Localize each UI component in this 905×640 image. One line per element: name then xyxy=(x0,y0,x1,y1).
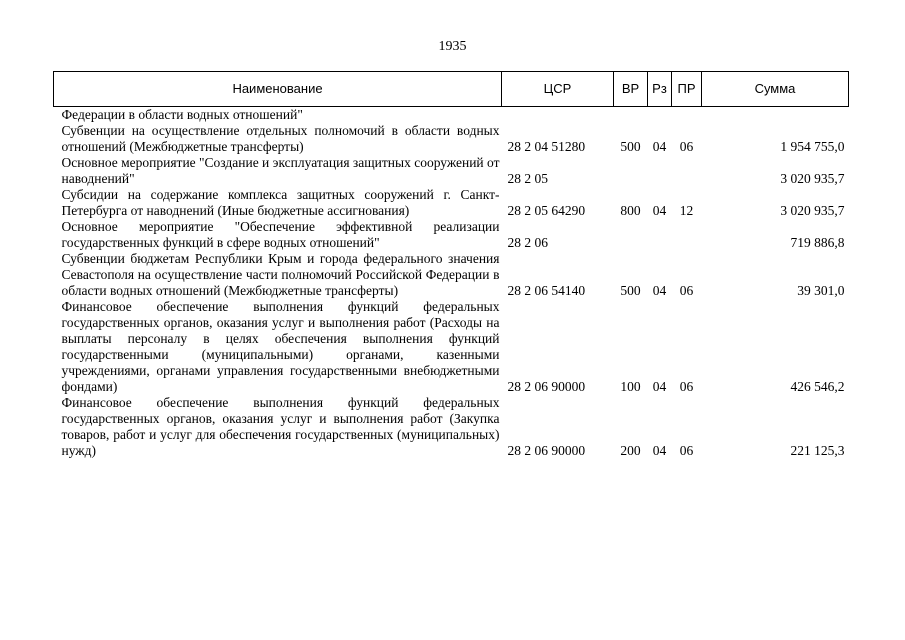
row-csr: 28 2 04 51280 xyxy=(507,139,586,154)
row-rz: 04 xyxy=(652,443,667,458)
table-row xyxy=(54,155,849,187)
row-name: Субвенции бюджетам Республики Крым и города федерального значения Севастополя на осуществление части полномочий Российской Федерации в области водных отношений (Межбюджетные трансферты) xyxy=(61,251,500,298)
budget-table xyxy=(53,71,849,459)
header-pr: ПР xyxy=(672,72,702,107)
row-csr: 28 2 05 xyxy=(507,171,548,186)
row-pr xyxy=(672,107,702,124)
row-sum: 221 125,3 xyxy=(790,443,845,458)
row-sum: 719 886,8 xyxy=(790,235,845,250)
row-pr: 06 xyxy=(679,379,694,394)
row-vr: 800 xyxy=(620,203,641,218)
row-csr: 28 2 06 90000 xyxy=(507,379,586,394)
row-pr: 06 xyxy=(679,139,694,154)
row-pr xyxy=(672,219,702,251)
row-sum: 426 546,2 xyxy=(790,379,845,394)
row-sum xyxy=(702,107,849,124)
row-rz: 04 xyxy=(652,379,667,394)
row-vr: 500 xyxy=(620,283,641,298)
row-name: Субвенции на осуществление отдельных полномочий в области водных отношений (Межбюджетные трансферты) xyxy=(61,123,500,154)
row-vr: 500 xyxy=(620,139,641,154)
row-pr xyxy=(672,155,702,187)
header-vr: ВР xyxy=(614,72,648,107)
page-number: 1935 xyxy=(438,39,467,54)
table-row xyxy=(54,395,849,459)
row-csr: 28 2 06 xyxy=(507,235,548,250)
row-name: Основное мероприятие "Создание и эксплуатация защитных сооружений от наводнений" xyxy=(61,155,500,186)
row-csr: 28 2 06 54140 xyxy=(507,283,586,298)
row-name: Финансовое обеспечение выполнения функций федеральных государственных органов, оказания услуг и выполнения работ (Закупка товаров, работ и услуг для обеспечения государственных (муниципальных) нужд) xyxy=(61,395,500,458)
row-sum: 1 954 755,0 xyxy=(780,139,845,154)
row-rz xyxy=(648,107,672,124)
table-row xyxy=(54,107,849,124)
row-rz: 04 xyxy=(652,203,667,218)
table-row xyxy=(54,299,849,395)
table-row xyxy=(54,251,849,299)
row-name: Субсидии на содержание комплекса защитных сооружений г. Санкт-Петербурга от наводнений (Иные бюджетные ассигнования) xyxy=(61,187,500,218)
table-header-row xyxy=(54,72,849,107)
row-csr: 28 2 05 64290 xyxy=(507,203,586,218)
row-csr: 28 2 06 90000 xyxy=(507,443,586,458)
row-vr xyxy=(614,219,648,251)
header-csr: ЦСР xyxy=(502,72,614,107)
row-csr xyxy=(502,107,614,124)
header-name: Наименование xyxy=(54,72,502,107)
row-name: Федерации в области водных отношений" xyxy=(61,107,303,122)
table-row xyxy=(54,219,849,251)
row-name: Основное мероприятие "Обеспечение эффективной реализации государственных функций в сфере водных отношений" xyxy=(61,219,500,250)
row-pr: 12 xyxy=(679,203,694,218)
row-sum: 39 301,0 xyxy=(797,283,845,298)
row-rz xyxy=(648,155,672,187)
row-vr: 200 xyxy=(620,443,641,458)
header-rz: Рз xyxy=(648,72,672,107)
row-sum: 3 020 935,7 xyxy=(780,171,845,186)
table-row xyxy=(54,187,849,219)
row-rz: 04 xyxy=(652,283,667,298)
header-sum: Сумма xyxy=(702,72,849,107)
row-rz xyxy=(648,219,672,251)
row-vr xyxy=(614,155,648,187)
row-sum: 3 020 935,7 xyxy=(780,203,845,218)
row-rz: 04 xyxy=(652,139,667,154)
row-pr: 06 xyxy=(679,283,694,298)
row-pr: 06 xyxy=(679,443,694,458)
table-row xyxy=(54,123,849,155)
row-vr: 100 xyxy=(620,379,641,394)
row-name: Финансовое обеспечение выполнения функций федеральных государственных органов, оказания услуг и выполнения работ (Расходы на выплаты персоналу в целях обеспечения выполнения функций государственными (муниципальными) органами, казенными учреждениями, органами управления государственными внебюджетными фондами) xyxy=(61,299,500,394)
row-vr xyxy=(614,107,648,124)
